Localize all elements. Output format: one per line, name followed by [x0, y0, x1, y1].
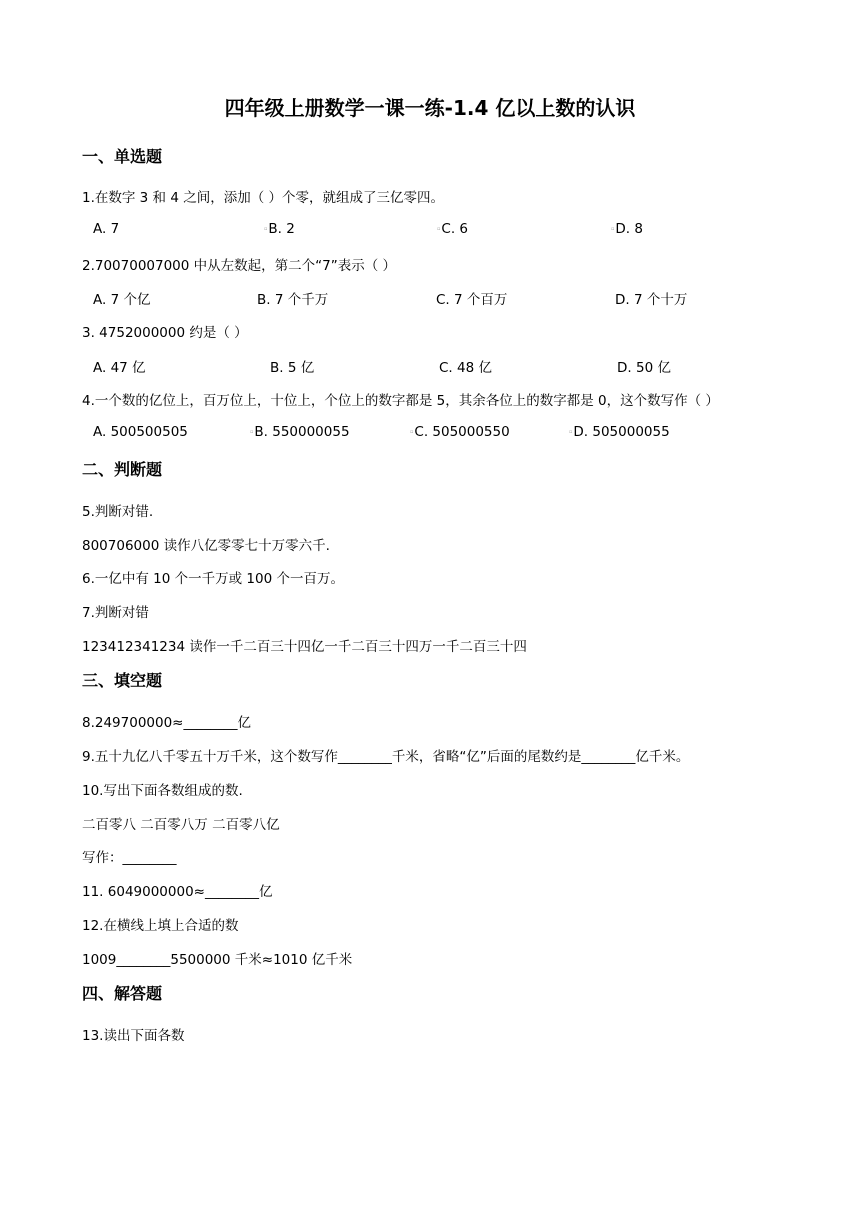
question-7-stem: 7.判断对错: [82, 605, 149, 621]
question-2-stem: 2.70070007000 中从左数起，第二个“7”表示（ ）: [82, 258, 397, 274]
question-2-option-a[interactable]: A. 7 个亿: [93, 292, 151, 308]
question-1-option-a[interactable]: A. 7: [93, 221, 120, 237]
question-3-stem: 3. 4752000000 约是（ ）: [82, 325, 248, 341]
section-heading-single-choice: 一、单选题: [82, 147, 163, 166]
section-heading-fill-blank: 三、填空题: [82, 671, 163, 690]
question-11-stem: 11. 6049000000≈________亿: [82, 884, 273, 900]
option-marker-icon: ▫: [410, 429, 414, 435]
question-12-body: 1009________5500000 千米≈1010 亿千米: [82, 952, 353, 968]
question-10-body: 二百零八 二百零八万 二百零八亿: [82, 817, 280, 833]
question-2-option-c[interactable]: C. 7 个百万: [436, 292, 508, 308]
option-marker-icon: ▫: [437, 226, 441, 232]
page-title: 四年级上册数学一课一练-1.4 亿以上数的认识: [224, 96, 636, 120]
question-4-option-c[interactable]: [410, 424, 510, 440]
option-label: D. 505000055: [573, 424, 670, 440]
question-13-stem: 13.读出下面各数: [82, 1028, 185, 1044]
option-marker-icon: ▫: [569, 429, 573, 435]
question-10-answer: 写作：________: [82, 850, 177, 866]
question-2-option-b[interactable]: B. 7 个千万: [257, 292, 329, 308]
question-10-stem: 10.写出下面各数组成的数.: [82, 783, 243, 799]
question-8-stem: 8.249700000≈________亿: [82, 715, 251, 731]
option-label: C. 6: [441, 221, 468, 237]
question-1-stem: 1.在数字 3 和 4 之间，添加（ ）个零，就组成了三亿零四。: [82, 190, 445, 206]
question-1-option-c[interactable]: [437, 221, 468, 237]
question-9-stem: 9.五十九亿八千零五十万千米，这个数写作________千米，省略“亿”后面的尾数约是________亿千米。: [82, 749, 690, 765]
option-marker-icon: ▫: [264, 226, 268, 232]
option-label: D. 8: [615, 221, 643, 237]
section-heading-answer: 四、解答题: [82, 984, 163, 1003]
question-5-body: 800706000 读作八亿零零七十万零六千.: [82, 538, 330, 554]
question-3-option-c[interactable]: C. 48 亿: [439, 360, 492, 376]
question-4-option-a[interactable]: A. 500500505: [93, 424, 188, 440]
option-label: B. 550000055: [254, 424, 350, 440]
question-6-stem: 6.一亿中有 10 个一千万或 100 个一百万。: [82, 571, 344, 587]
question-4-option-d[interactable]: [569, 424, 670, 440]
question-3-option-a[interactable]: A. 47 亿: [93, 360, 146, 376]
question-4-stem: 4.一个数的亿位上，百万位上，十位上，个位上的数字都是 5，其余各位上的数字都是 0，这个数写作（ ）: [82, 393, 719, 409]
question-7-body: 123412341234 读作一千二百三十四亿一千二百三十四万一千二百三十四: [82, 639, 527, 655]
option-label: C. 505000550: [414, 424, 510, 440]
option-marker-icon: ▫: [611, 226, 615, 232]
question-2-option-d[interactable]: D. 7 个十万: [615, 292, 688, 308]
question-1-option-b[interactable]: [264, 221, 295, 237]
question-12-stem: 12.在横线上填上合适的数: [82, 918, 239, 934]
question-1-option-d[interactable]: [611, 221, 643, 237]
section-heading-true-false: 二、判断题: [82, 460, 163, 479]
option-label: B. 2: [268, 221, 295, 237]
question-5-stem: 5.判断对错.: [82, 504, 154, 520]
question-3-option-b[interactable]: B. 5 亿: [270, 360, 315, 376]
option-marker-icon: ▫: [250, 429, 254, 435]
question-3-option-d[interactable]: D. 50 亿: [617, 360, 671, 376]
question-4-option-b[interactable]: [250, 424, 350, 440]
